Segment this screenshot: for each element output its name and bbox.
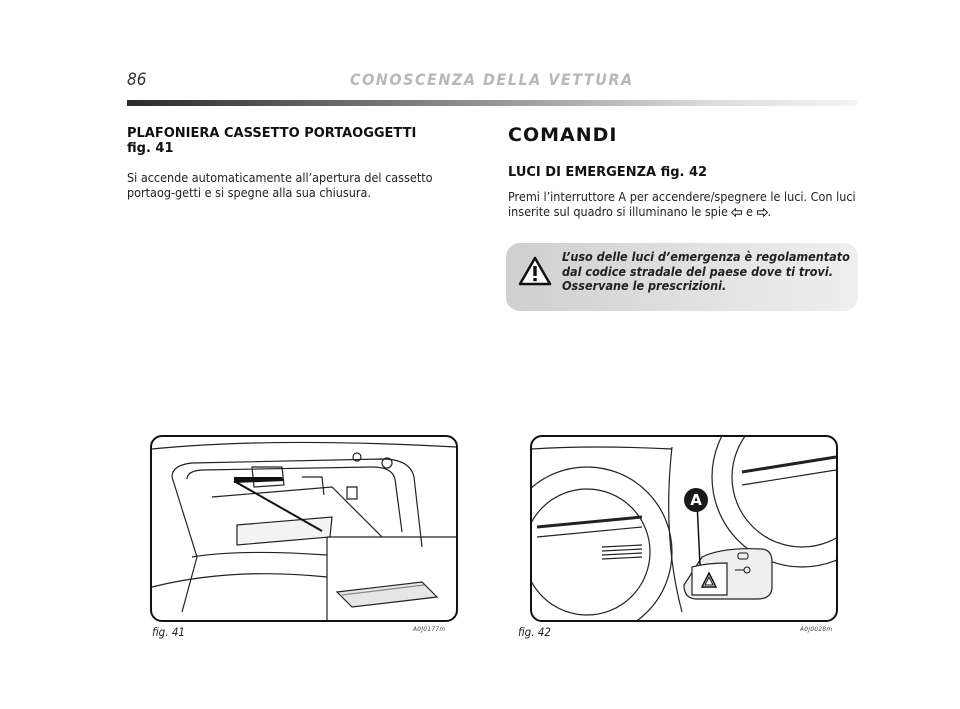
header-rule (127, 100, 857, 106)
figure-41-code: A0J0177m (413, 625, 446, 633)
chapter-title: CONOSCENZA DELLA VETTURA (350, 70, 634, 89)
and-word: e (746, 204, 753, 219)
section-heading-glovebox-light (127, 126, 487, 156)
hazard-lights-paragraph (508, 189, 858, 219)
callout-label-a: A (684, 488, 708, 512)
figure-41-caption: fig. 41 (152, 625, 185, 639)
glovebox-light-paragraph: Si accende automaticamente all’apertura del cassetto portaog-getti e si spegne alla sua chiusura. (127, 170, 433, 200)
figure-42-code: A0J0028m (800, 625, 833, 633)
figure-42-caption: fig. 42 (518, 625, 551, 639)
turn-signal-right-icon (757, 204, 768, 219)
subheading-hazard-lights: LUCI DI EMERGENZA fig. 42 (508, 165, 708, 180)
paragraph-end: . (767, 204, 772, 219)
section-title-comandi: COMANDI (508, 124, 618, 146)
figure-41-glovebox (150, 435, 458, 622)
heading-line-1: PLAFONIERA CASSETTO PORTAOGGETTI (127, 126, 417, 141)
paragraph-text: Premi l’interruttore A per accendere/spegnere le luci. Con luci inserite sul quadro si illuminano le spie (508, 189, 856, 219)
figure-42-hazard-switch (530, 435, 838, 622)
heading-line-2: fig. 41 (127, 141, 174, 156)
page-number: 86 (127, 70, 147, 90)
warning-text: L’uso delle luci d’emergenza è regolamentato dal codice stradale del paese dove ti trovi. Osservane le prescrizioni. (562, 249, 850, 293)
warning-triangle-icon (518, 256, 552, 286)
turn-signal-left-icon (731, 204, 742, 219)
